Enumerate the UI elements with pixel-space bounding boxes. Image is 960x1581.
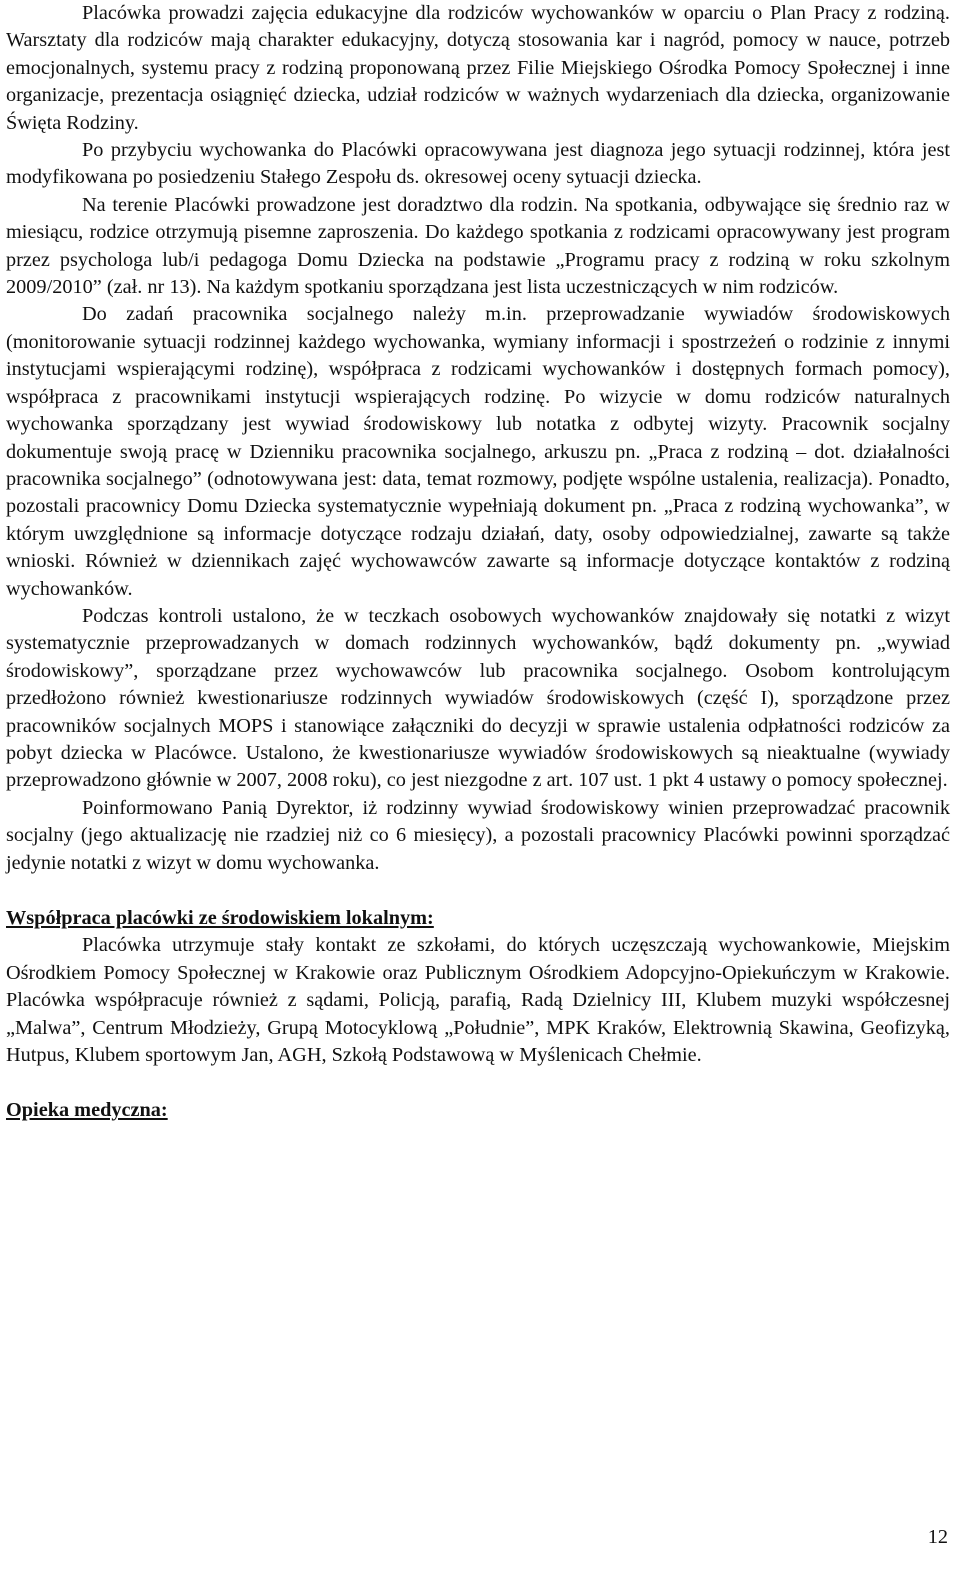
paragraph-family-education: Placówka prowadzi zajęcia edukacyjne dla rodziców wychowanków w oparciu o Plan Pracy z rodziną. Warsztaty dla rodziców mają charakter edukacyjny, dotyczą stosowania kar i nagród, pomocy w nauce, potrzeb emocjonalnych, systemu pracy z rodziną proponowaną przez Filie Miejskiego Ośrodka Pomocy Społecznej i inne organizacje, prezentacja osiągnięć dziecka, udział rodziców w ważnych wydarzeniach dla dziecka, organizowanie Święta Rodziny. xyxy=(6,2,950,134)
section-spacer xyxy=(6,877,950,905)
section-heading-cooperation: Współpraca placówki ze środowiskiem lokalnym: xyxy=(6,907,434,929)
page-number: 12 xyxy=(927,1526,948,1548)
paragraph-social-worker-duties: Do zadań pracownika socjalnego należy m.in. przeprowadzanie wywiadów środowiskowych (monitorowanie sytuacji rodzinnej każdego wychowanka, wymiany informacji i spostrzeżeń o rodzinie z innymi instytucjami wspierającymi rodzinę), współpraca z rodzicami wychowanków i dostępnych formach pomocy), współpraca z pracownikami instytucji wspierających rodzinę. Po wizycie w domu rodziców naturalnych wychowanka sporządzany jest wywiad środowiskowy lub notatka z odbytej wizyty. Pracownik socjalny dokumentuje swoją pracę w Dzienniku pracownika socjalnego, arkuszu pn. „Praca z rodziną – dot. działalności pracownika socjalnego” (odnotowywana jest: data, temat rozmowy, podjęte wspólne ustalenia, realizacja). Ponadto, pozostali pracownicy Domu Dziecka systematycznie wypełniają dokument pn. „Praca z rodziną wychowanka”, w którym uwzględnione są informacje dotyczące rodzaju działań, daty, osoby odpowiedzialnej, zawarte są także wnioski. Również w dziennikach zajęć wychowawców zawarte są informacje dotyczące kontaktów z rodziną wychowanków. xyxy=(6,303,950,600)
section-heading-medical: Opieka medyczna: xyxy=(6,1099,168,1122)
section-spacer xyxy=(6,1069,950,1097)
paragraph-inspection-findings: Podczas kontroli ustalono, że w teczkach osobowych wychowanków znajdowały się notatki z wizyt systematycznie przeprowadzanych w domach rodzinnych wychowanków, bądź dokumenty pn. „wywiad środowiskowy”, sporządzane przez wychowawców lub pracownika socjalnego. Osobom kontrolującym przedłożono również kwestionariusze rodzinnych wywiadów środowiskowych (część I), sporządzone przez pracowników socjalnych MOPS i stanowiące załączniki do decyzji w sprawie ustalenia odpłatności rodziców za pobyt dziecka w Placówce. Ustalono, że kwestionariusze wywiadów środowiskowych są nieaktualne (wywiady przeprowadzono głównie w 2007, 2008 roku), co jest niezgodne z art. 107 ust. 1 pkt 4 ustawy o pomocy społecznej. xyxy=(6,604,950,792)
paragraph-cooperation: Placówka utrzymuje stały kontakt ze szkołami, do których uczęszczają wychowankowie, Miejskim Ośrodkiem Pomocy Społecznej w Krakowie oraz Publicznym Ośrodkiem Adopcyjno-Opiekuńczym w Krakowie. Placówka współpracuje również z sądami, Policją, parafią, Radą Dzielnicy III, Klubem muzyki współczesnej „Malwa”, Centrum Młodzieży, Grupą Motocyklową „Południe”, MPK Kraków, Elektrownią Skawina, Geofizyką, Hutpus, Klubem sportowym Jan, AGH, Szkołą Podstawową w Myślenicach Chełmie. xyxy=(6,934,950,1067)
document-page xyxy=(6,0,950,1125)
paragraph-diagnosis: Po przybyciu wychowanka do Placówki opracowywana jest diagnoza jego sytuacji rodzinnej, która jest modyfikowana po posiedzeniu Stałego Zespołu ds. okresowej oceny sytuacji dziecka. xyxy=(6,139,950,189)
paragraph-director-informed: Poinformowano Panią Dyrektor, iż rodzinny wywiad środowiskowy winien przeprowadzać pracownik socjalny (jego aktualizację nie rzadziej niż co 6 miesięcy), a pozostali pracownicy Placówki powinni sporządzać jedynie notatki z wizyt w domu wychowanka. xyxy=(6,796,950,874)
paragraph-counselling: Na terenie Placówki prowadzone jest doradztwo dla rodzin. Na spotkania, odbywające się średnio raz w miesiącu, rodzice otrzymują pisemne zaproszenia. Do każdego spotkania z rodzicami opracowywany jest program przez psychologa lub/i pedagoga Domu Dziecka na podstawie „Programu pracy z rodziną w roku szkolnym 2009/2010” (zał. nr 13). Na każdym spotkaniu sporządzana jest lista uczestniczących w nim rodziców. xyxy=(6,193,950,299)
